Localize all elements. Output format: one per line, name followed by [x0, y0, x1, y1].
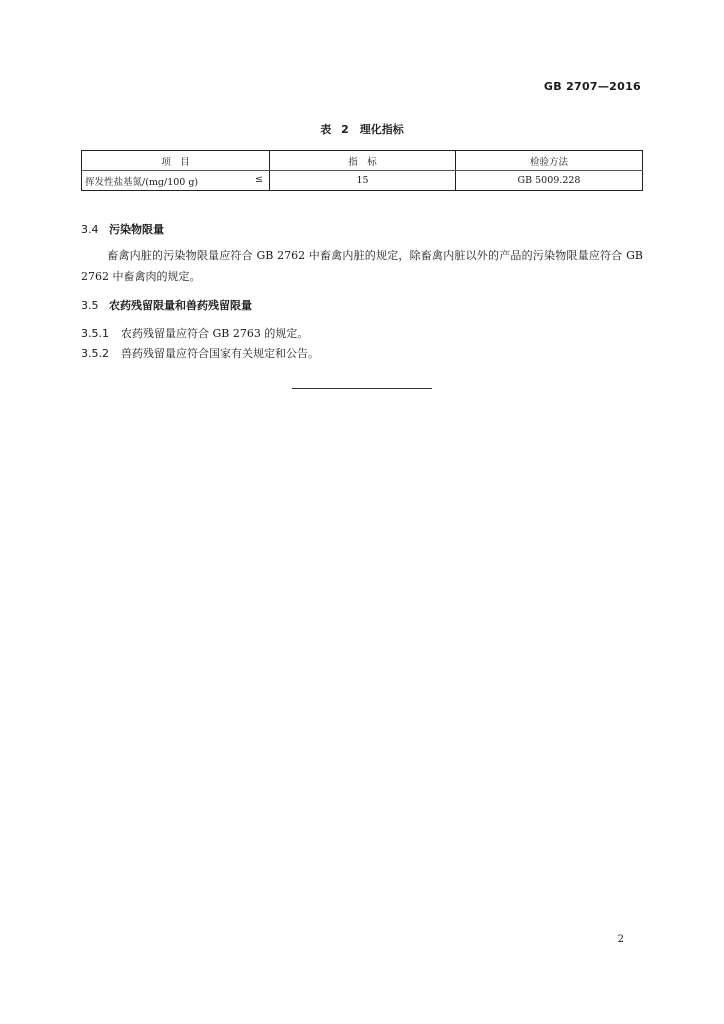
physicochemical-indicators-table: [81, 150, 643, 191]
table-caption: 表 2 理化指标: [320, 123, 404, 136]
section-number: 3.4: [81, 223, 99, 236]
end-of-standard-rule: [292, 388, 432, 389]
standard-code-header: GB 2707—2016: [543, 80, 641, 93]
item-label: 挥发性盐基氮/(mg/100 g): [85, 176, 199, 188]
section-3-5-heading: [81, 297, 252, 313]
contaminant-limit-text: 畜禽内脏的污染物限量应符合 GB 2762 中畜禽内脏的规定，除畜禽内脏以外的产品的污染物限量应符合 GB 2762 中畜禽肉的规定。: [81, 249, 643, 283]
section-title: 农药残留限量和兽药残留限量: [109, 299, 252, 312]
table-row: [82, 171, 643, 191]
section-title: 污染物限量: [109, 223, 164, 236]
section-3-4-body: [81, 245, 643, 287]
column-header-method: 检验方法: [456, 151, 643, 171]
less-or-equal-sign: ≤: [255, 174, 263, 185]
indicator-value: 15: [270, 171, 456, 191]
clause-number: 3.5.1: [81, 327, 109, 340]
item-cell: [82, 171, 270, 191]
section-3-4-heading: [81, 221, 164, 237]
clause-3-5-2: [81, 345, 319, 361]
clause-3-5-1: [81, 325, 308, 341]
column-header-indicator: 指 标: [270, 151, 456, 171]
section-number: 3.5: [81, 299, 99, 312]
test-method: GB 5009.228: [456, 171, 643, 191]
table-header-row: [82, 151, 643, 171]
clause-text: 农药残留量应符合 GB 2763 的规定。: [121, 327, 309, 340]
column-header-item: 项 目: [82, 151, 270, 171]
clause-text: 兽药残留量应符合国家有关规定和公告。: [121, 347, 319, 360]
clause-number: 3.5.2: [81, 347, 109, 360]
page-number: 2: [617, 934, 624, 945]
